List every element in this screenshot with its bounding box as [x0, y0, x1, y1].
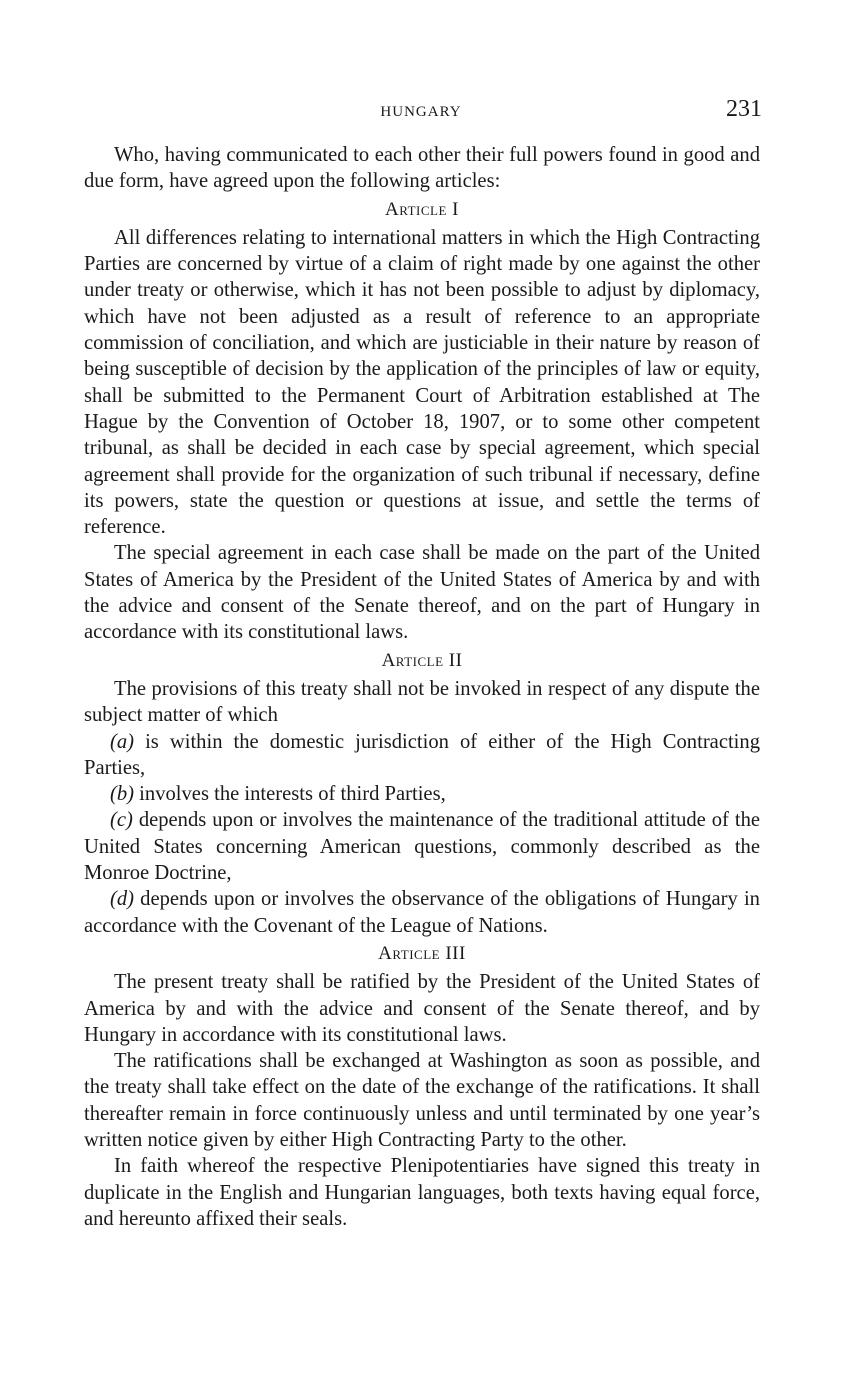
- item-text: is within the domestic jurisdiction of either of the High Contracting Parties,: [84, 730, 761, 779]
- article-1-paragraph-1: All differences relating to international matters in which the High Contracting Parties are concerned by virtue of a claim of right made by one against the other under treaty or otherwise, which it has not been possible to adjust by diplomacy, which have not been adjusted as a result of reference to an appropriate commission of conciliation, and which are justiciable in their nature by reason of being susceptible of decision by the application of the principles of law or equity, shall be submitted to the Permanent Court of Arbitration established at The Hague by the Convention of October 18, 1907, or to some other competent tribunal, as shall be decided in each case by special agreement, which special agreement shall provide for the organization of such tribunal if necessary, define its powers, state the question or questions at issue, and settle the terms of reference.: [84, 226, 760, 539]
- article-2-intro: The provisions of this treaty shall not be invoked in respect of any dispute the subject matter of which: [84, 677, 760, 727]
- article-2-item-c: [84, 807, 760, 886]
- item-text: depends upon or involves the observance of the obligations of Hungary in accordance with the Covenant of the League of Nations.: [84, 888, 760, 937]
- article-2-item-b: [84, 781, 760, 807]
- article-2-item-d: [84, 886, 760, 939]
- item-label: (d): [110, 888, 135, 911]
- item-text: involves the interests of third Parties,: [139, 783, 446, 806]
- article-3-paragraph-3: In faith whereof the respective Plenipotentiaries have signed this treaty in duplicate in the English and Hungarian languages, both texts having equal force, and hereunto affixed their seals.: [84, 1155, 760, 1230]
- item-label: (b): [110, 783, 135, 806]
- item-text: depends upon or involves the maintenance of the traditional attitude of the United States concerning American questions, commonly described as the Monroe Doctrine,: [84, 809, 761, 885]
- running-title: HUNGARY: [380, 104, 462, 120]
- item-label: (c): [110, 809, 133, 832]
- page-number: 231: [726, 96, 762, 122]
- article-3-paragraph-1: The present treaty shall be ratified by the President of the United States of America by and with the advice and consent of the Senate thereof, and by Hungary in accordance with its constitutional laws.: [84, 971, 760, 1046]
- document-body: [84, 142, 760, 1232]
- article-1-heading: Article I: [384, 198, 459, 220]
- article-2-heading: Article II: [381, 649, 463, 671]
- article-3-paragraph-2: The ratifications shall be exchanged at Washington as soon as possible, and the treaty shall take effect on the date of the exchange of the ratifications. It shall thereafter remain in force continuously unless and until terminated by one year’s written notice given by either High Contracting Party to the other.: [84, 1050, 760, 1151]
- preamble-paragraph: Who, having communicated to each other their full powers found in good and due form, have agreed upon the following articles:: [84, 144, 760, 193]
- article-1-paragraph-2: The special agreement in each case shall be made on the part of the United States of America by the President of the United States of America by and with the advice and consent of the Senate thereof, and on the part of Hungary in accordance with its constitutional laws.: [84, 542, 760, 644]
- running-header: [80, 96, 762, 130]
- article-2-item-a: [84, 729, 760, 782]
- item-label: (a): [110, 730, 135, 753]
- article-3-heading: Article III: [378, 942, 466, 964]
